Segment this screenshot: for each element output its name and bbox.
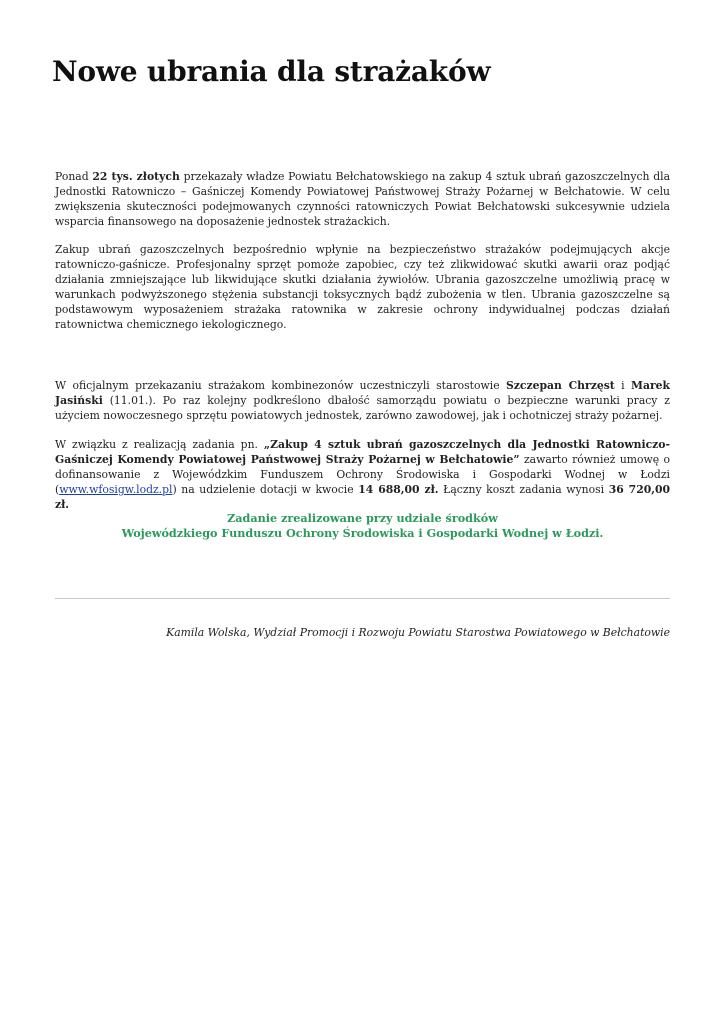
funding-text-total: Łączny koszt zadania wynosi — [438, 483, 609, 496]
funding-notice-line-2: Wojewódzkiego Funduszu Ochrony Środowiska i Gospodarki Wodnej w Łodzi. — [121, 526, 604, 540]
grant-amount: 14 688,00 zł. — [358, 483, 439, 496]
starost-name-2: Marek Jasiński — [55, 379, 670, 407]
purpose-text: Zakup ubrań gazoszczelnych bezpośrednio wpłynie na bezpieczeństwo strażaków podejmujących akcje ratowniczo-gaśnicze. Profesjonalny sprzęt pomoże zapobiec, czy też zlikwidować skutki awarii oraz podjąć działania zmniejszające lub likwidujące skutki działania żywiołów. Ubrania gazoszczelne umożliwią pracę w warunkach podwyższonego stężenia substancji toksycznych bądź zubożenia w tlen. Ubrania gazoszczelne są podstawowym wyposażeniem strażaka ratownika w zakresie ochrony indywidualnej podczas działań ratownictwa chemicznego iekologicznego. — [55, 243, 670, 331]
page-title: Nowe ubrania dla strażaków — [52, 55, 491, 88]
task-name: „Zakup 4 sztuk ubrań gazoszczelnych dla Jednostki Ratowniczo-Gaśniczej Komendy Powiatowej Państwowej Straży Pożarnej w Bełchatowie” — [55, 438, 670, 466]
handover-text-rest: (11.01.). Po raz kolejny podkreślono dbałość samorządu powiatu o bezpieczne warunki pracy z użyciem nowoczesnego sprzętu powiatowych jednostek, zarówno zawodowej, jak i ochotniczej straży pożarnej. — [55, 394, 670, 422]
handover-text-start: W oficjalnym przekazaniu strażakom kombinezonów uczestniczyli starostowie — [55, 379, 506, 392]
wfosigw-link[interactable]: www.wfosigw.lodz.pl — [59, 483, 173, 496]
author-credit: Kamila Wolska, Wydział Promocji i Rozwoju Powiatu Starostwa Powiatowego w Bełchatowie — [166, 626, 670, 639]
funding-text-start: W związku z realizacją zadania pn. — [55, 438, 264, 451]
funding-notice — [55, 511, 670, 541]
funding-text-mid: zawarto również umowę o dofinansowanie z Wojewódzkim Funduszem Ochrony Środowiska i Gospodarki Wodnej w Łodzi ( — [55, 453, 671, 496]
divider — [55, 598, 670, 599]
paragraph-purpose — [55, 242, 670, 332]
intro-text-start: Ponad — [55, 170, 93, 183]
funding-notice-line-1: Zadanie zrealizowane przy udziale środków — [227, 511, 498, 525]
intro-text-rest: przekazały władze Powiatu Bełchatowskiego na zakup 4 sztuk ubrań gazoszczelnych dla Jednostki Ratowniczo – Gaśniczej Komendy Powiatowej Państwowej Straży Pożarnej w Bełchatowie. W celu zwiększenia skuteczności podejmowanych czynności ratowniczych Powiat Bełchatowski sukcesywnie udziela wsparcia finansowego na doposażenie jednostek strażackich. — [55, 170, 671, 228]
funding-text-grant: ) na udzielenie dotacji w kwocie — [172, 483, 359, 496]
paragraph-intro — [55, 169, 670, 229]
handover-conjunction: i — [614, 379, 631, 392]
starost-name-1: Szczepan Chrzęst — [505, 379, 615, 392]
intro-amount: 22 tys. złotych — [92, 170, 180, 183]
total-cost: 36 720,00 zł. — [55, 483, 671, 511]
paragraph-funding — [55, 437, 670, 512]
paragraph-handover — [55, 378, 670, 423]
